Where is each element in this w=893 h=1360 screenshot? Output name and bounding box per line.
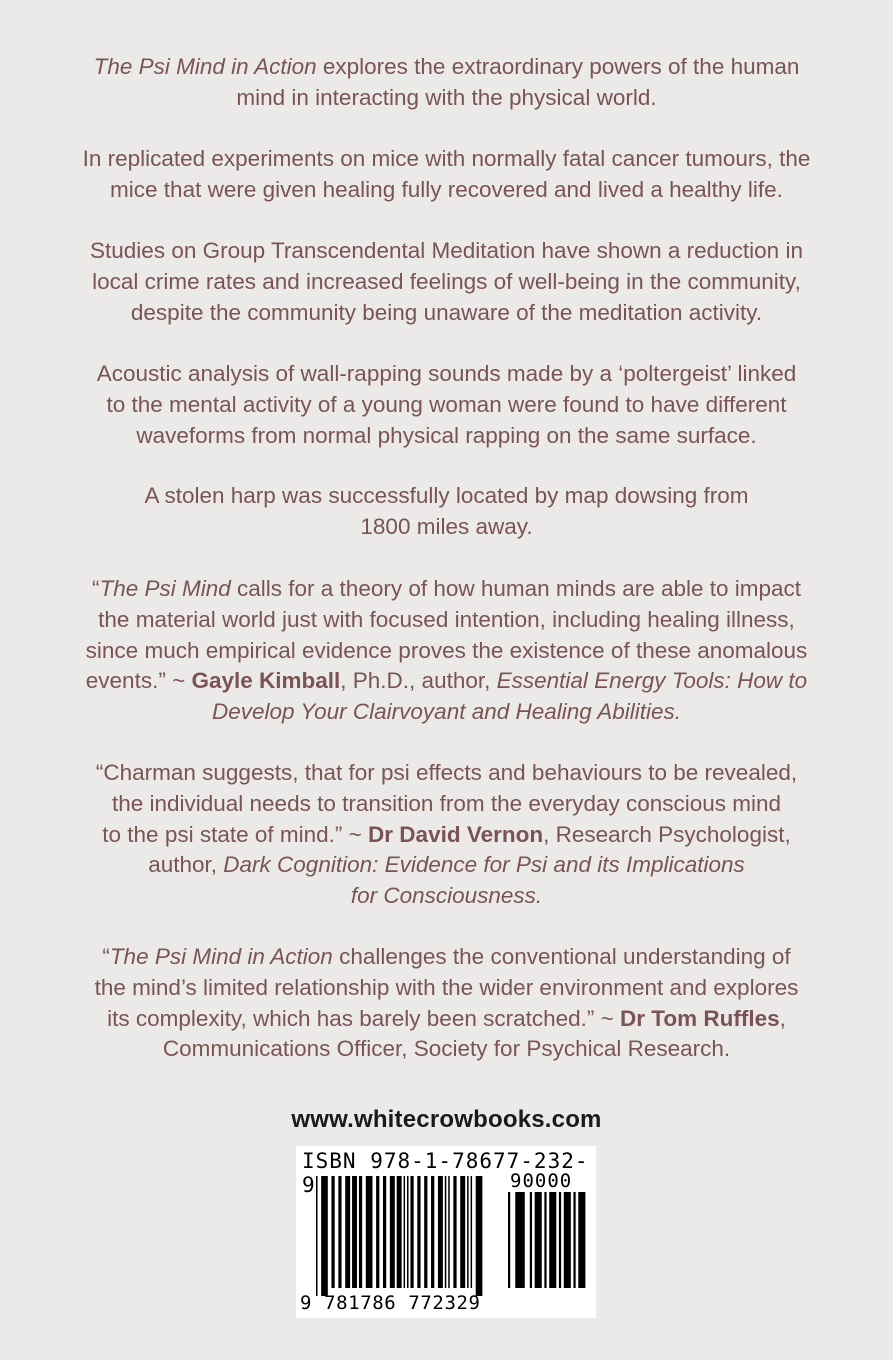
text-segment: The Psi Mind in Action <box>109 944 333 969</box>
paragraph-p4 <box>40 359 853 451</box>
barcode-bar <box>544 1192 546 1288</box>
barcode-bar <box>578 1192 585 1288</box>
barcode-bar <box>559 1192 561 1288</box>
text-segment: A stolen harp was successfully located by map dowsing from <box>144 483 749 508</box>
text-segment: for Consciousness. <box>350 883 543 909</box>
barcode-bar <box>549 1192 556 1288</box>
text-segment: calls for a theory of how human minds are able to impact <box>230 576 802 601</box>
text-segment: Essential Energy Tools: How to <box>496 668 808 694</box>
text-segment: , Ph.D., author, <box>340 668 497 694</box>
paragraph-p8 <box>40 942 853 1065</box>
text-segment: local crime rates and increased feelings of well-being in the community, <box>92 268 801 294</box>
paragraph-p6 <box>40 574 853 728</box>
text-segment: Acoustic analysis of wall-rapping sounds made by a ‘poltergeist’ linked <box>96 361 797 386</box>
text-segment: “ <box>91 576 100 601</box>
text-segment: since much empirical evidence proves the existence of these anomalous <box>85 637 808 663</box>
text-segment: “Charman suggests, that for psi effects and behaviours to be revealed, <box>95 760 798 785</box>
text-segment: In replicated experiments on mice with normally fatal cancer tumours, the <box>82 146 811 171</box>
website-url[interactable]: www.whitecrowbooks.com <box>291 1106 602 1133</box>
text-segment: author, <box>148 852 224 878</box>
paragraph-p2 <box>40 144 853 206</box>
paragraph-p7 <box>40 758 853 912</box>
text-segment: the mind’s limited relationship with the wider environment and explores <box>94 974 799 1000</box>
text-segment: 1800 miles away. <box>360 513 533 539</box>
text-segment: to the psi state of mind.” ~ <box>102 821 369 847</box>
barcode-bar <box>508 1192 510 1288</box>
text-segment: the individual needs to transition from the everyday conscious mind <box>111 790 782 816</box>
barcode-bar <box>515 1192 525 1288</box>
text-segment: Dr Tom Ruffles <box>620 1005 780 1031</box>
text-segment: to the mental activity of a young woman were found to have different <box>106 391 787 417</box>
text-segment: challenges the conventional understanding of <box>332 944 791 969</box>
text-segment: “ <box>102 944 110 969</box>
text-segment: mice that were given healing fully recovered and lived a healthy life. <box>110 176 783 202</box>
text-segment: Dark Cognition: Evidence for Psi and its Implications <box>223 852 745 878</box>
text-segment: Gayle Kimball <box>191 668 341 694</box>
isbn-label: ISBN 978-1-78677-232-9 <box>302 1149 589 1197</box>
text-segment: events.” ~ <box>85 668 192 694</box>
barcode-bar <box>530 1192 532 1288</box>
text-segment: Communications Officer, Society for Psychical Research. <box>162 1036 731 1062</box>
text-segment: explores the extraordinary powers of the human <box>316 54 800 79</box>
text-segment: Studies on Group Transcendental Meditation have shown a reduction in <box>90 238 803 263</box>
barcode-bar <box>573 1192 575 1288</box>
text-segment: its complexity, which has barely been scratched.” ~ <box>107 1005 621 1031</box>
text-segment: The Psi Mind <box>99 576 231 601</box>
text-segment: despite the community being unaware of the meditation activity. <box>130 299 763 325</box>
text-segment: , <box>779 1005 786 1031</box>
ean-digits: 9 781786 772329 <box>300 1292 481 1314</box>
barcode-bar <box>535 1192 542 1288</box>
text-segment: waveforms from normal physical rapping on the same surface. <box>136 422 757 448</box>
paragraph-p1 <box>40 52 853 114</box>
isbn-barcode <box>296 1146 596 1318</box>
price-code: 90000 <box>510 1170 573 1192</box>
text-segment: mind in interacting with the physical world. <box>236 84 657 110</box>
text-segment: Dr David Vernon <box>368 821 544 847</box>
paragraph-p5 <box>40 481 853 543</box>
text-segment: The Psi Mind in Action <box>93 54 317 79</box>
barcode-bar <box>564 1192 571 1288</box>
paragraph-p3 <box>40 236 853 328</box>
text-segment: , Research Psychologist, <box>543 821 791 847</box>
text-segment: Develop Your Clairvoyant and Healing Abilities. <box>211 699 682 725</box>
text-segment: the material world just with focused intention, including healing illness, <box>98 606 795 632</box>
price-addon-bars <box>508 1192 585 1288</box>
